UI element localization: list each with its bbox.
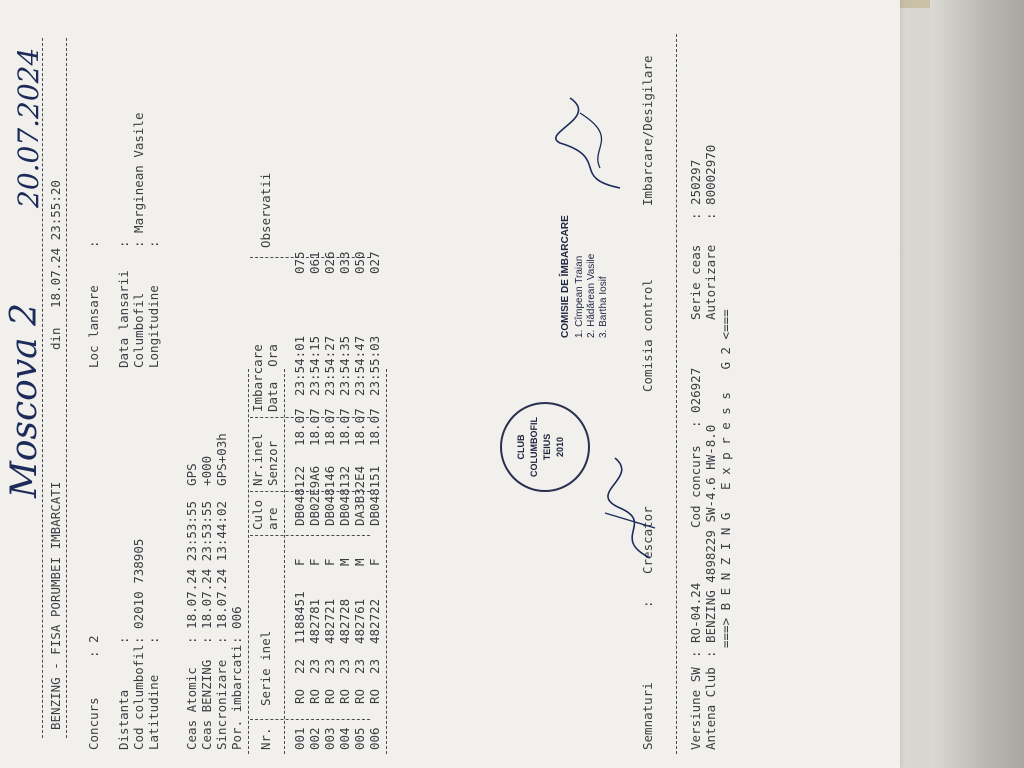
col-culoare-header-1: Culo — [250, 499, 265, 530]
row-ora: 23:54:01 — [292, 335, 307, 396]
row-inel: 482761 — [352, 598, 367, 644]
table-row — [337, 228, 352, 750]
row-data: 18.07 — [307, 408, 322, 446]
autorizare-value: 80002970 — [703, 144, 718, 205]
versiune-value: RO-04.24 — [688, 582, 703, 643]
row-observatii: 027 — [367, 251, 382, 274]
row-nr: 004 — [337, 727, 352, 750]
table-row — [367, 228, 382, 750]
row-an: 23 — [367, 658, 382, 674]
col-culoare-header-2: are — [265, 507, 280, 530]
table-bottom-rule — [386, 369, 387, 754]
col-nr-header: Nr. — [258, 727, 273, 750]
ceas-atomic-label: Ceas Atomic — [184, 667, 199, 750]
row-culoare: F — [292, 558, 307, 566]
row-culoare: F — [307, 558, 322, 566]
data-lansarii-label: Data lansarii — [116, 270, 131, 368]
table-row — [307, 228, 322, 750]
cod-concurs-value: 026927 — [688, 367, 703, 413]
background-edge — [930, 0, 1024, 768]
row-tara: RO — [307, 688, 322, 704]
loc-label: Loc lansare — [86, 285, 101, 368]
commission-member-3: 3. Bartha Iosif — [598, 276, 609, 338]
longitudine-label: Longitudine — [146, 285, 161, 368]
row-data: 18.07 — [352, 408, 367, 446]
row-tara: RO — [292, 688, 307, 704]
row-nr: 001 — [292, 727, 307, 750]
col-imbarcare-header-1: Imbarcare — [250, 344, 265, 412]
row-inel: 482728 — [337, 598, 352, 644]
row-senzor: DB048151 — [367, 465, 382, 526]
row-data: 18.07 — [292, 408, 307, 446]
row-nr: 006 — [367, 727, 382, 750]
row-observatii: 026 — [322, 251, 337, 274]
row-senzor: DA3B32E4 — [352, 465, 367, 526]
row-data: 18.07 — [367, 408, 382, 446]
porumbei-imbarcati-value: 006 — [229, 606, 244, 629]
row-culoare: M — [352, 558, 367, 566]
col-observatii-header: Observatii — [258, 172, 273, 248]
antena-value: BENZING 4898229 SW-4.6 HW-8.0 — [703, 424, 718, 643]
title-rule — [66, 38, 67, 738]
porumbei-imbarcati-label: Por. imbarcati — [229, 644, 244, 750]
row-ora: 23:54:15 — [307, 335, 322, 396]
footer-top-rule — [676, 34, 677, 754]
club-stamp — [500, 402, 590, 492]
cod-concurs-label: Cod concurs — [688, 445, 703, 528]
commission-member-1: 1. Cîmpean Traian — [574, 255, 585, 338]
distanta-label: Distanta — [116, 689, 131, 750]
handwritten-title: Moscova 2 — [4, 303, 45, 498]
row-nr: 003 — [322, 727, 337, 750]
row-culoare: F — [367, 558, 382, 566]
row-senzor: DB048146 — [322, 465, 337, 526]
row-senzor: DB02E9A6 — [307, 465, 322, 526]
sincronizare-suffix: GPS+03h — [214, 433, 229, 486]
row-senzor: DB048122 — [292, 465, 307, 526]
sincronizare-label: Sincronizare — [214, 659, 229, 750]
columbofil-value: Marginean Vasile — [131, 112, 146, 233]
row-an: 23 — [337, 658, 352, 674]
row-tara: RO — [367, 688, 382, 704]
row-inel: 1188451 — [292, 591, 307, 644]
row-inel: 482722 — [367, 598, 382, 644]
row-ora: 23:54:27 — [322, 335, 337, 396]
club-stamp-line1: CLUB — [516, 434, 526, 460]
ceas-benzing-value: 18.07.24 23:53:55 — [199, 501, 214, 629]
commission-signature — [540, 88, 630, 198]
row-an: 23 — [322, 658, 337, 674]
sincronizare-value: 18.07.24 13:44:02 — [214, 501, 229, 629]
crescator-signature — [600, 448, 660, 568]
row-ora: 23:54:47 — [352, 335, 367, 396]
row-observatii: 033 — [337, 251, 352, 274]
program-title: BENZING - FISA PORUMBEI IMBARCATI — [48, 481, 63, 730]
table-row — [322, 228, 337, 750]
table-row — [352, 228, 367, 750]
concurs-label: Concurs — [86, 697, 101, 750]
row-data: 18.07 — [337, 408, 352, 446]
comisia-control-label: Comisia control — [640, 279, 655, 392]
commission-title: COMISIE DE ÎMBARCARE — [560, 215, 571, 338]
autorizare-label: Autorizare — [703, 244, 718, 320]
ceas-atomic-suffix: GPS — [184, 463, 199, 486]
din-value: 18.07.24 23:55:20 — [48, 180, 63, 308]
concurs-value: 2 — [86, 635, 101, 643]
row-nr: 005 — [352, 727, 367, 750]
row-tara: RO — [337, 688, 352, 704]
row-an: 23 — [307, 658, 322, 674]
latitudine-label: Latitudine — [146, 674, 161, 750]
col-nrinel-header-2: Senzor — [265, 440, 280, 486]
benzing-banner: ===> B E N Z I N G E x p r e s s G 2 <=== — [718, 309, 733, 648]
club-stamp-line3: TEIUS — [542, 433, 552, 461]
row-inel: 482721 — [322, 598, 337, 644]
row-observatii: 050 — [352, 251, 367, 274]
commission-member-2: 2. Hădărean Vasile — [586, 253, 597, 338]
row-nr: 002 — [307, 727, 322, 750]
semnaturi-label: Semnaturi — [640, 682, 655, 750]
din-label: din — [48, 327, 63, 350]
antena-label: Antena Club — [703, 667, 718, 750]
row-data: 18.07 — [322, 408, 337, 446]
row-culoare: M — [337, 558, 352, 566]
versiune-label: Versiune SW — [688, 667, 703, 750]
row-an: 22 — [292, 658, 307, 674]
col-serie-header: Serie inel — [258, 630, 273, 706]
imbarcare-desigilare-label: Imbarcare/Desigilare — [640, 55, 655, 206]
table-row — [292, 228, 307, 750]
club-stamp-line2: COLUMBOFIL — [529, 417, 539, 477]
ceas-benzing-suffix: +000 — [199, 455, 214, 486]
row-tara: RO — [322, 688, 337, 704]
row-observatii: 061 — [307, 251, 322, 274]
row-tara: RO — [352, 688, 367, 704]
col-nrinel-header-1: Nr.inel — [250, 433, 265, 486]
col-imbarcare-header-2: Data Ora — [265, 344, 280, 412]
row-culoare: F — [322, 558, 337, 566]
row-ora: 23:54:35 — [337, 335, 352, 396]
table-header-rule — [284, 369, 285, 754]
ceas-atomic-value: 18.07.24 23:53:55 — [184, 501, 199, 629]
ceas-benzing-label: Ceas BENZING — [199, 659, 214, 750]
row-ora: 23:55:03 — [367, 335, 382, 396]
row-senzor: DB048132 — [337, 465, 352, 526]
serie-ceas-label: Serie ceas — [688, 244, 703, 320]
rows-table — [292, 228, 382, 750]
club-stamp-line4: 2010 — [555, 436, 565, 458]
row-an: 23 — [352, 658, 367, 674]
row-observatii: 075 — [292, 251, 307, 274]
crescator-label: Crescator — [640, 506, 655, 574]
columbofil-label: Columbofil — [131, 292, 146, 368]
cod-columbofil-value: 02010 738905 — [131, 538, 146, 629]
handwritten-date: 20.07.2024 — [12, 47, 45, 208]
serie-ceas-value: 250297 — [688, 159, 703, 205]
row-inel: 482781 — [307, 598, 322, 644]
table-top-rule — [248, 369, 249, 754]
printed-receipt: BENZING - FISA PORUMBEI IMBARCATI din 18.07.24 23:55:20 Moscova 2 20.07.2024 Concurs : 2 Loc lansare : Distanta : Data lansarii : Cod columbofil : 02010 738905 Columbofil : Marginean Vasile Latitudine : Longitudine : Ceas Atomic : 18.07.24 23:53:55 GPS Ceas BENZING : 18.07.24 23:53:55 +000 Sincronizare : 18.07.24 13:44:02 GPS+03h Por. imbarcati : 006 Nr. Serie inel Culo are Nr.inel Senzor Imbarcare Data Ora Observatii 001 RO 22 1188451 F DB048122 18.07 23:54:01 075 002 RO 23 482781 F DB02E9A6 18.07 23:54:15 061 003 RO 23 482721 F DB048146 18.07 23:54:27 026 004 RO 23 482728 M DB048132 18.07 23:54:35 033 005 RO 23 482761 M DA3B32E4 18.07 23:54:47 050 006 RO 23 482722 F DB048151 18.07 23:55:03 027 CLUB COLUMBOFIL TEIUS 2010 COMISIE DE ÎMBARCARE 1. Cîmpean Traian 2. Hădărean Vasile 3. Bartha Iosif Semnaturi : Crescator Comisia control Imbarcare/Desigilare Versiune SW : RO-04.24 Cod concurs : 026927 Serie ceas : 250297 Antena Club : BENZING 4898229 SW-4.6 HW-8.0 Autorizare : 80002970 ===> B E N Z I N G E x p r e s s G 2 <=== — [0, 0, 900, 768]
cod-columbofil-label: Cod columbofil — [131, 644, 146, 750]
